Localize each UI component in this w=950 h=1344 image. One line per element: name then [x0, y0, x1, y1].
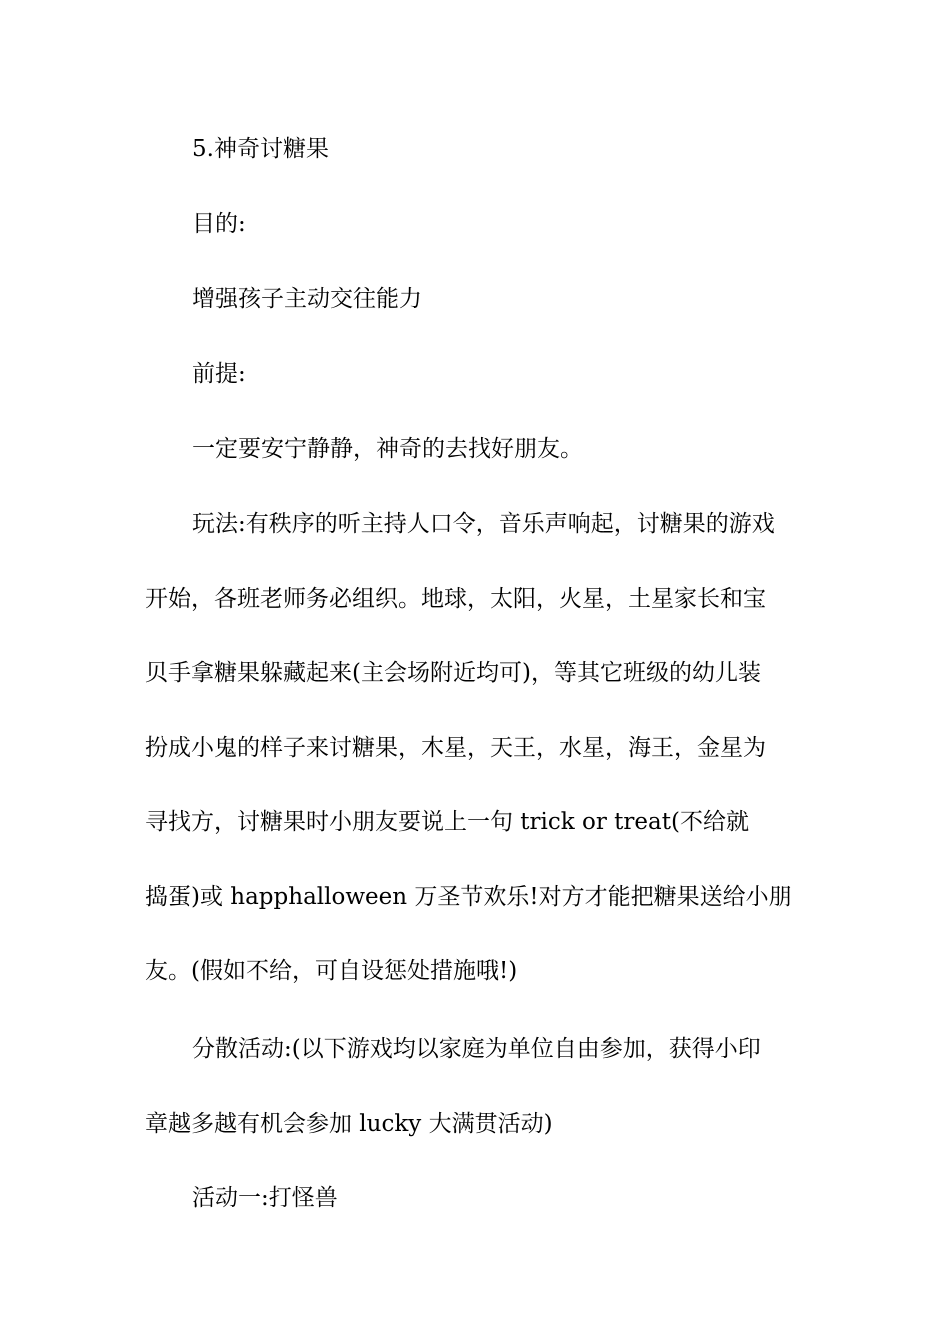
gameplay-paragraph: [145, 487, 809, 1009]
activity-one-heading: [145, 1161, 809, 1236]
purpose-label: [145, 187, 809, 262]
text-line: 前提:: [192, 361, 246, 387]
scattered-activities-paragraph: [145, 1012, 809, 1161]
purpose-text: [145, 262, 809, 337]
text-line: 5.神奇讨糖果: [192, 136, 329, 162]
text-line: 友。(假如不给，可自设惩处措施哦!): [145, 958, 518, 984]
text-line: 一定要安宁静静，神奇的去找好朋友。: [192, 436, 583, 462]
text-line: 增强孩子主动交往能力: [192, 286, 422, 312]
text-line: 开始，各班老师务必组织。地球，太阳，火星，土星家长和宝: [145, 585, 766, 612]
text-line: 章越多越有机会参加 lucky 大满贯活动): [145, 1110, 553, 1137]
premise-text: [145, 412, 809, 487]
text-line: 目的:: [192, 211, 246, 237]
text-line: 扮成小鬼的样子来讨糖果，木星，天王，水星，海王，金星为: [145, 734, 766, 761]
text-line: 活动一:打怪兽: [192, 1185, 338, 1211]
text-line: 分散活动:(以下游戏均以家庭为单位自由参加，获得小印: [192, 1036, 761, 1062]
premise-label: [145, 337, 809, 412]
section-heading: [145, 112, 809, 187]
text-line: 寻找方，讨糖果时小朋友要说上一句 trick or treat(不给就: [145, 809, 749, 835]
text-line: 捣蛋)或 happhalloween 万圣节欢乐!对方才能把糖果送给小朋: [145, 883, 792, 910]
text-line: 玩法:有秩序的听主持人口令，音乐声响起，讨糖果的游戏: [192, 511, 775, 537]
text-line: 贝手拿糖果躲藏起来(主会场附近均可)，等其它班级的幼儿装: [145, 660, 761, 686]
